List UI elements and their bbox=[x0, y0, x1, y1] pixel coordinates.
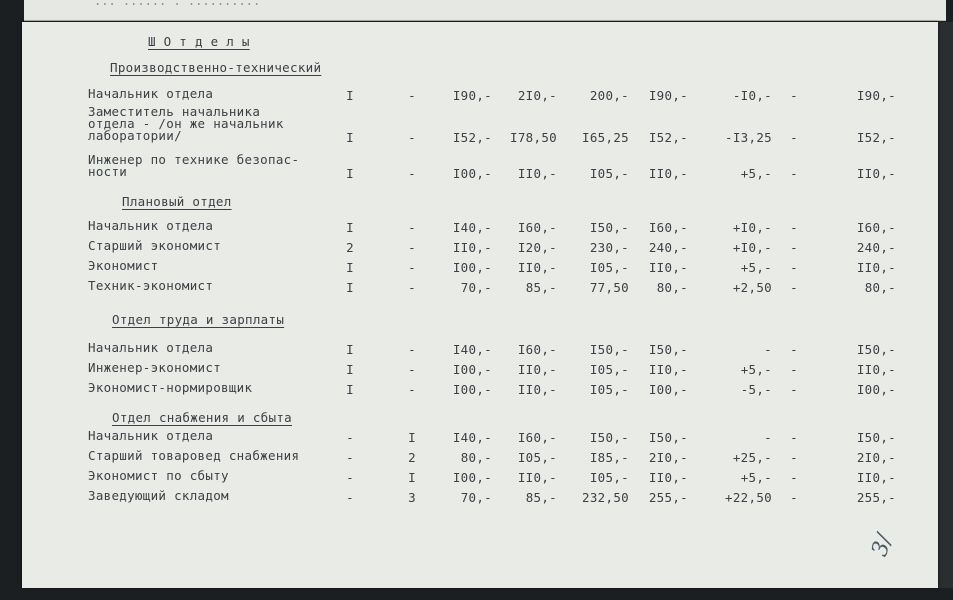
value-c3: I00,- bbox=[452, 166, 492, 181]
position-name: Заведующий складом bbox=[88, 488, 229, 503]
value-c4: 85,- bbox=[525, 490, 557, 505]
value-c8: - bbox=[790, 220, 798, 235]
value-c9: I60,- bbox=[856, 220, 896, 235]
value-c4: 85,- bbox=[525, 280, 557, 295]
value-c3: I00,- bbox=[452, 382, 492, 397]
value-c1: 2 bbox=[346, 240, 354, 255]
value-c6: I00,- bbox=[648, 382, 688, 397]
value-c9: I00,- bbox=[856, 382, 896, 397]
value-c3: 70,- bbox=[460, 490, 492, 505]
value-c5: I05,- bbox=[589, 382, 629, 397]
value-c3: I00,- bbox=[452, 362, 492, 377]
value-c8: - bbox=[790, 470, 798, 485]
position-name: Начальник отдела bbox=[88, 428, 214, 443]
value-c7: +5,- bbox=[740, 470, 772, 485]
value-c6: 255,- bbox=[648, 490, 688, 505]
value-c1: - bbox=[346, 430, 354, 445]
value-c7: +5,- bbox=[740, 362, 772, 377]
value-c8: - bbox=[790, 240, 798, 255]
position-name: Начальник отдела bbox=[88, 340, 214, 355]
value-c4: I60,- bbox=[517, 342, 557, 357]
value-c4: I60,- bbox=[517, 430, 557, 445]
value-c3: I00,- bbox=[452, 260, 492, 275]
value-c6: II0,- bbox=[648, 362, 688, 377]
value-c5: I05,- bbox=[589, 166, 629, 181]
value-c4: I05,- bbox=[517, 450, 557, 465]
value-c4: II0,- bbox=[517, 260, 557, 275]
position-name: Заместитель начальника отдела - /он же начальник лаборатории/ bbox=[88, 104, 284, 143]
value-c6: I50,- bbox=[648, 342, 688, 357]
value-c5: 200,- bbox=[589, 88, 629, 103]
position-name: Экономист по сбыту bbox=[88, 468, 229, 483]
previous-sheet-edge bbox=[24, 0, 946, 21]
value-c5: 230,- bbox=[589, 240, 629, 255]
value-c4: 2I0,- bbox=[517, 88, 557, 103]
value-c8: - bbox=[790, 382, 798, 397]
value-c1: I bbox=[346, 220, 354, 235]
value-c7: -I0,- bbox=[732, 88, 772, 103]
value-c8: - bbox=[790, 362, 798, 377]
position-name: Техник-экономист bbox=[88, 278, 214, 293]
value-c8: - bbox=[790, 166, 798, 181]
value-c3: I40,- bbox=[452, 430, 492, 445]
value-c8: - bbox=[790, 342, 798, 357]
value-c8: - bbox=[790, 130, 798, 145]
value-c1: I bbox=[346, 88, 354, 103]
value-c5: I65,25 bbox=[582, 130, 629, 145]
value-c4: II0,- bbox=[517, 382, 557, 397]
value-c7: +I0,- bbox=[732, 220, 772, 235]
document-page bbox=[22, 22, 938, 588]
value-c1: I bbox=[346, 130, 354, 145]
value-c9: 80,- bbox=[864, 280, 896, 295]
position-name: Старший товаровед снабжения bbox=[88, 448, 300, 463]
value-c4: II0,- bbox=[517, 362, 557, 377]
position-name: Начальник отдела bbox=[88, 218, 214, 233]
value-c8: - bbox=[790, 280, 798, 295]
position-name: Экономист-нормировщик bbox=[88, 380, 253, 395]
value-c9: 2I0,- bbox=[856, 450, 896, 465]
value-c4: I60,- bbox=[517, 220, 557, 235]
value-c4: I78,50 bbox=[510, 130, 557, 145]
value-c5: I05,- bbox=[589, 260, 629, 275]
value-c3: I40,- bbox=[452, 220, 492, 235]
value-c6: I90,- bbox=[648, 88, 688, 103]
section-title: Ш О т д е л ы bbox=[148, 34, 250, 49]
value-c4: I20,- bbox=[517, 240, 557, 255]
position-name: Экономист bbox=[88, 258, 159, 273]
value-c2: 3 bbox=[408, 490, 416, 505]
value-c2: I bbox=[408, 470, 416, 485]
department-title: Плановый отдел bbox=[122, 194, 232, 209]
value-c9: II0,- bbox=[856, 166, 896, 181]
value-c5: I05,- bbox=[589, 470, 629, 485]
value-c9: II0,- bbox=[856, 470, 896, 485]
value-c1: - bbox=[346, 470, 354, 485]
value-c3: I52,- bbox=[452, 130, 492, 145]
value-c7: +22,50 bbox=[725, 490, 772, 505]
value-c6: 240,- bbox=[648, 240, 688, 255]
value-c8: - bbox=[790, 260, 798, 275]
value-c9: I50,- bbox=[856, 342, 896, 357]
value-c5: I50,- bbox=[589, 430, 629, 445]
value-c2: - bbox=[408, 88, 416, 103]
value-c7: -5,- bbox=[740, 382, 772, 397]
value-c9: 240,- bbox=[856, 240, 896, 255]
position-name: Начальник отдела bbox=[88, 86, 214, 101]
value-c2: - bbox=[408, 166, 416, 181]
value-c1: I bbox=[346, 342, 354, 357]
page-edge-shadow bbox=[938, 22, 953, 588]
value-c7: - bbox=[764, 430, 772, 445]
value-c3: I40,- bbox=[452, 342, 492, 357]
value-c2: - bbox=[408, 342, 416, 357]
value-c3: I00,- bbox=[452, 470, 492, 485]
value-c5: 77,50 bbox=[589, 280, 629, 295]
value-c5: I85,- bbox=[589, 450, 629, 465]
value-c6: I52,- bbox=[648, 130, 688, 145]
value-c8: - bbox=[790, 430, 798, 445]
value-c2: - bbox=[408, 260, 416, 275]
value-c9: I90,- bbox=[856, 88, 896, 103]
value-c7: +5,- bbox=[740, 260, 772, 275]
value-c6: I60,- bbox=[648, 220, 688, 235]
value-c1: I bbox=[346, 166, 354, 181]
value-c7: -I3,25 bbox=[725, 130, 772, 145]
value-c7: +5,- bbox=[740, 166, 772, 181]
value-c9: II0,- bbox=[856, 362, 896, 377]
value-c6: II0,- bbox=[648, 470, 688, 485]
value-c1: - bbox=[346, 450, 354, 465]
value-c9: II0,- bbox=[856, 260, 896, 275]
value-c5: I05,- bbox=[589, 362, 629, 377]
value-c1: I bbox=[346, 280, 354, 295]
value-c6: II0,- bbox=[648, 166, 688, 181]
value-c2: - bbox=[408, 220, 416, 235]
value-c2: - bbox=[408, 382, 416, 397]
value-c6: 80,- bbox=[656, 280, 688, 295]
value-c9: I50,- bbox=[856, 430, 896, 445]
value-c6: II0,- bbox=[648, 260, 688, 275]
value-c8: - bbox=[790, 88, 798, 103]
value-c7: - bbox=[764, 342, 772, 357]
value-c8: - bbox=[790, 490, 798, 505]
value-c2: 2 bbox=[408, 450, 416, 465]
value-c7: +2,50 bbox=[732, 280, 772, 295]
value-c3: 80,- bbox=[460, 450, 492, 465]
position-name: Инженер по технике безопас- ности bbox=[88, 152, 300, 179]
department-title: Производственно-технический bbox=[110, 60, 322, 75]
value-c1: - bbox=[346, 490, 354, 505]
handwritten-page-number: 3/ bbox=[867, 531, 898, 560]
value-c6: 2I0,- bbox=[648, 450, 688, 465]
value-c2: - bbox=[408, 362, 416, 377]
value-c7: +I0,- bbox=[732, 240, 772, 255]
previous-sheet-text: ... ...... . .......... bbox=[94, 0, 261, 8]
value-c5: I50,- bbox=[589, 342, 629, 357]
value-c3: I90,- bbox=[452, 88, 492, 103]
value-c4: II0,- bbox=[517, 166, 557, 181]
value-c3: II0,- bbox=[452, 240, 492, 255]
value-c4: II0,- bbox=[517, 470, 557, 485]
value-c9: 255,- bbox=[856, 490, 896, 505]
value-c1: I bbox=[346, 260, 354, 275]
value-c1: I bbox=[346, 382, 354, 397]
value-c3: 70,- bbox=[460, 280, 492, 295]
department-title: Отдел снабжения и сбыта bbox=[112, 410, 292, 425]
position-name: Старший экономист bbox=[88, 238, 222, 253]
value-c2: - bbox=[408, 130, 416, 145]
value-c5: 232,50 bbox=[582, 490, 629, 505]
department-title: Отдел труда и зарплаты bbox=[112, 312, 285, 327]
value-c2: I bbox=[408, 430, 416, 445]
value-c2: - bbox=[408, 240, 416, 255]
position-name: Инженер-экономист bbox=[88, 360, 222, 375]
value-c9: I52,- bbox=[856, 130, 896, 145]
value-c6: I50,- bbox=[648, 430, 688, 445]
value-c5: I50,- bbox=[589, 220, 629, 235]
value-c2: - bbox=[408, 280, 416, 295]
value-c1: I bbox=[346, 362, 354, 377]
value-c7: +25,- bbox=[732, 450, 772, 465]
value-c8: - bbox=[790, 450, 798, 465]
